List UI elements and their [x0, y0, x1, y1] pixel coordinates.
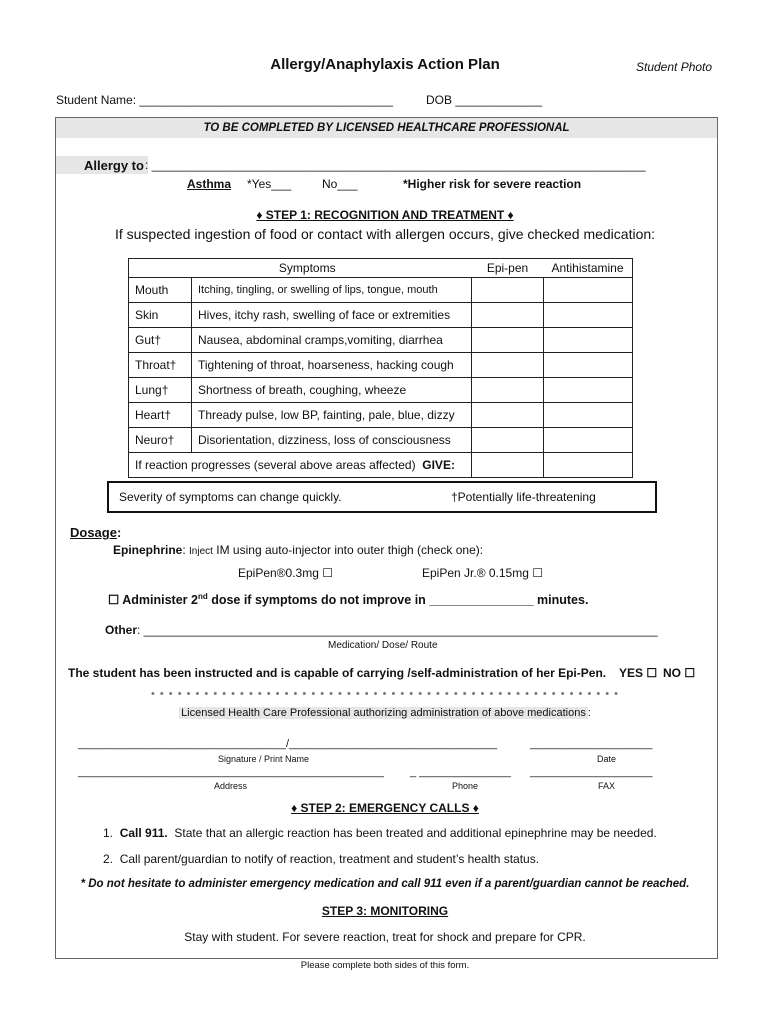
- dob-field[interactable]: DOB _____________: [426, 93, 543, 107]
- epipen-check[interactable]: [472, 328, 544, 353]
- header-epipen: Epi-pen: [472, 259, 544, 278]
- call2-num: 2.: [103, 852, 114, 866]
- date-field[interactable]: ____________________: [530, 738, 653, 750]
- asthma-note: *Higher risk for severe reaction: [403, 177, 582, 191]
- call-parent-item: [103, 852, 539, 866]
- epipen-adult-option[interactable]: EpiPen®0.3mg ☐: [238, 566, 333, 580]
- step3-title: [0, 904, 770, 918]
- phone-caption: Phone: [452, 781, 479, 791]
- table-row: [129, 403, 633, 428]
- administer-second-dose[interactable]: [108, 592, 588, 607]
- antihistamine-check[interactable]: [544, 378, 633, 403]
- row-area: Gut†: [129, 328, 192, 353]
- progress-cell: [129, 453, 472, 478]
- dosage-label-text: Dosage: [70, 525, 117, 540]
- severity-left: Severity of symptoms can change quickly.: [119, 490, 342, 504]
- step3-title-text: STEP 3: MONITORING: [321, 904, 449, 918]
- antihistamine-check[interactable]: [544, 453, 633, 478]
- severity-right: †Potentially life-threatening: [451, 490, 596, 504]
- footer-note: Please complete both sides of this form.: [300, 960, 470, 971]
- progress-give: GIVE:: [422, 458, 455, 472]
- row-area: Neuro†: [129, 428, 192, 453]
- call1-text: State that an allergic reaction has been treated and additional epinephrine may be needed.: [174, 826, 657, 840]
- dotted-divider: • • • • • • • • • • • • • • • • • • • • • • • • • • • • • • • • • • • • • • • • • • • • • • • • • • • • •: [150, 688, 620, 700]
- row-symptom: Nausea, abdominal cramps,vomiting, diarrhea: [192, 328, 472, 353]
- epipen-check[interactable]: [472, 378, 544, 403]
- other-line: [105, 623, 658, 637]
- call1-bold: Call 911.: [119, 826, 168, 840]
- fax-field[interactable]: ____________________: [530, 766, 653, 778]
- administer-post: dose if symptoms do not improve in _______________ minutes.: [207, 593, 589, 608]
- address-field[interactable]: __________________________________________________: [78, 766, 384, 778]
- antihistamine-check[interactable]: [544, 353, 633, 378]
- step1-intro: If suspected ingestion of food or contact with allergen occurs, give checked medication:: [114, 226, 656, 242]
- epipen-check[interactable]: [472, 453, 544, 478]
- signature-field[interactable]: __________________________________/__________________________________: [78, 738, 498, 750]
- header-antihistamine: Antihistamine: [544, 259, 633, 278]
- student-photo-label: Student Photo: [636, 60, 713, 74]
- administer-sup: nd: [197, 592, 208, 601]
- row-area: Mouth: [129, 278, 192, 303]
- address-caption: Address: [214, 781, 248, 791]
- row-area: Heart†: [129, 403, 192, 428]
- other-label: Other: [105, 623, 138, 637]
- administer-pre: ☐ Administer 2: [108, 593, 198, 608]
- allergy-field[interactable]: : __________________________________________________________________________: [145, 158, 646, 172]
- licensed-caption: [0, 707, 770, 719]
- row-symptom: Shortness of breath, coughing, wheeze: [192, 378, 472, 403]
- epipen-check[interactable]: [472, 303, 544, 328]
- call2-text: Call parent/guardian to notify of reaction, treatment and student’s health status.: [119, 852, 540, 866]
- step2-title: [0, 801, 770, 815]
- antihistamine-check[interactable]: [544, 403, 633, 428]
- yes-checkbox[interactable]: YES ☐: [619, 666, 658, 680]
- progress-row: [129, 453, 633, 478]
- step1-title-text: ♦ STEP 1: RECOGNITION AND TREATMENT ♦: [256, 208, 514, 222]
- epinephrine-label: Epinephrine: [113, 543, 183, 557]
- symptoms-table: [128, 258, 633, 478]
- phone-field[interactable]: _ _______________: [410, 766, 511, 778]
- asthma-yes[interactable]: *Yes___: [247, 177, 292, 191]
- step3-text: Stay with student. For severe reaction, treat for shock and prepare for CPR.: [184, 930, 586, 944]
- call-911-item: [103, 826, 657, 840]
- antihistamine-check[interactable]: [544, 328, 633, 353]
- other-field[interactable]: : _____________________________________________________________________________: [137, 623, 658, 637]
- epipen-check[interactable]: [472, 403, 544, 428]
- signature-caption: Signature / Print Name: [218, 754, 310, 764]
- progress-text: If reaction progresses (several above areas affected): [135, 458, 416, 472]
- table-row: [129, 328, 633, 353]
- emergency-warning: * Do not hesitate to administer emergency medication and call 911 even if a parent/guardian cannot be reached.: [80, 878, 690, 890]
- table-row: [129, 303, 633, 328]
- table-row: [129, 428, 633, 453]
- no-checkbox[interactable]: NO ☐: [663, 666, 696, 680]
- table-row: [129, 353, 633, 378]
- step2-title-text: ♦ STEP 2: EMERGENCY CALLS ♦: [291, 801, 479, 815]
- student-name-field[interactable]: Student Name: ______________________________________: [56, 93, 393, 107]
- dosage-label: Dosage:: [70, 525, 122, 540]
- row-area: Lung†: [129, 378, 192, 403]
- antihistamine-check[interactable]: [544, 428, 633, 453]
- epipen-check[interactable]: [472, 353, 544, 378]
- fax-caption: FAX: [598, 781, 616, 791]
- allergy-label: Allergy to: [84, 158, 144, 173]
- asthma-no[interactable]: No___: [322, 177, 358, 191]
- page-title: Allergy/Anaphylaxis Action Plan: [270, 56, 500, 73]
- header-symptoms: Symptoms: [129, 259, 472, 278]
- inject-small: Inject: [189, 546, 213, 557]
- licensed-text: Licensed Health Care Professional authorizing administration of above medications: [181, 707, 586, 719]
- epipen-jr-option[interactable]: EpiPen Jr.® 0.15mg ☐: [422, 566, 543, 580]
- epinephrine-line: Epinephrine: Inject IM using auto-injector into outer thigh (check one):: [113, 543, 484, 557]
- licensed-colon: :: [587, 707, 591, 719]
- asthma-label: Asthma: [187, 177, 232, 191]
- instructed-statement: The student has been instructed and is capable of carrying /self-administration of her Epi-Pen.: [68, 666, 607, 680]
- epipen-check[interactable]: [472, 278, 544, 303]
- row-symptom: Tightening of throat, hoarseness, hacking cough: [192, 353, 472, 378]
- date-caption: Date: [597, 754, 617, 764]
- severity-box: [107, 481, 657, 513]
- step1-title: [0, 208, 770, 222]
- row-symptom: Hives, itchy rash, swelling of face or extremities: [192, 303, 472, 328]
- row-symptom: Thready pulse, low BP, fainting, pale, blue, dizzy: [192, 403, 472, 428]
- row-area: Skin: [129, 303, 192, 328]
- section-banner: TO BE COMPLETED BY LICENSED HEALTHCARE PROFESSIONAL: [56, 118, 717, 138]
- inject-text: IM using auto-injector into outer thigh (check one):: [216, 543, 484, 557]
- table-row: [129, 378, 633, 403]
- row-area: Throat†: [129, 353, 192, 378]
- antihistamine-check[interactable]: [544, 303, 633, 328]
- call1-num: 1.: [103, 826, 114, 840]
- epipen-check[interactable]: [472, 428, 544, 453]
- antihistamine-check[interactable]: [544, 278, 633, 303]
- table-row: [129, 278, 633, 303]
- row-symptom: Disorientation, dizziness, loss of consciousness: [192, 428, 472, 453]
- other-caption: Medication/ Dose/ Route: [328, 640, 438, 651]
- row-symptom: Itching, tingling, or swelling of lips, tongue, mouth: [192, 278, 472, 303]
